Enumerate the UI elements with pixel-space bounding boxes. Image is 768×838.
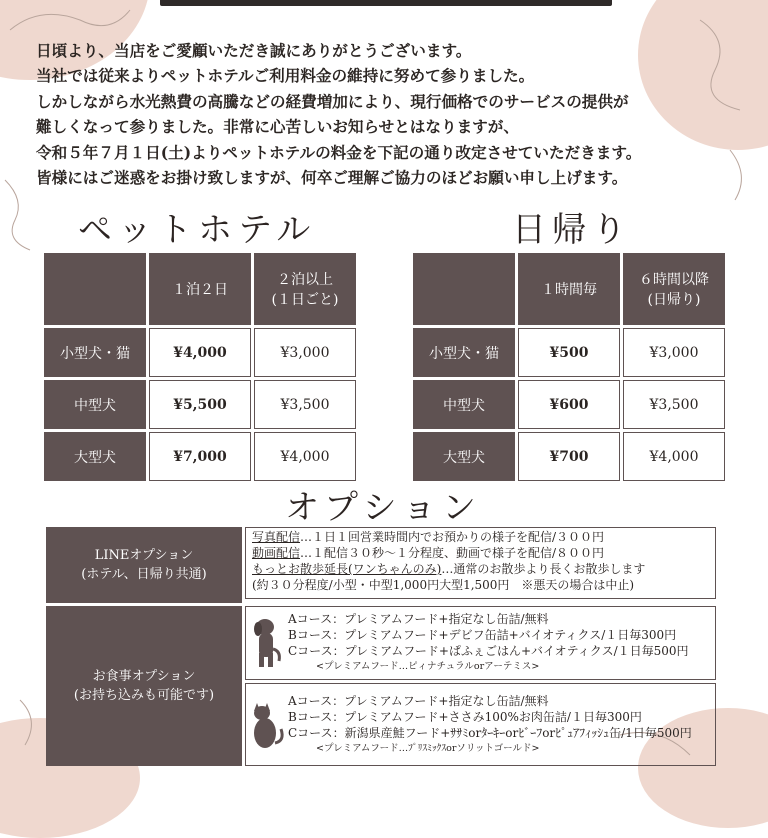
dog-course: Aコース：プレミアムフード+指定なし缶詰/無料 <box>288 612 549 626</box>
hotel-size-label: 大型犬 <box>44 432 146 481</box>
cat-food-block <box>245 683 716 766</box>
hotel-size-label: 小型犬・猫 <box>44 328 146 377</box>
hotel-size-label: 中型犬 <box>44 380 146 429</box>
line-option-body <box>245 527 716 599</box>
line-option-item: もっとお散歩延長(ワンちゃんのみ)…通常のお散歩より長くお散歩します <box>252 562 646 576</box>
hotel-title: ペットホテル <box>78 210 317 250</box>
table-corner <box>413 253 515 325</box>
cat-course: Bコース：プレミアムフード+ささみ100%お肉缶詰/１日毎300円 <box>288 709 642 724</box>
line-option-label-line: (ホテル、日帰り共通) <box>81 567 207 582</box>
hotel-col-header <box>254 253 356 325</box>
notice-line: 皆様にはご迷惑をお掛け致しますが、何卒ご理解ご協力のほどお願い申し上げます。 <box>36 168 628 188</box>
options-table <box>46 527 726 766</box>
food-option-label-line: お食事オプション <box>92 669 196 684</box>
notice-line: 難しくなって参りました。非常に心苦しいお知らせとはなりますが、 <box>36 117 519 137</box>
notice-line: 日頃より、当店をご愛顧いただき誠にありがとうございます。 <box>36 41 472 60</box>
dog-food-block <box>245 606 716 680</box>
day-price: ¥3,500 <box>623 380 725 429</box>
hotel-price: ¥4,000 <box>254 432 356 481</box>
hotel-price: ¥7,000 <box>149 432 251 481</box>
food-option-label-line: (お持ち込みも可能です) <box>73 688 215 703</box>
dog-course: Bコース：プレミアムフード+デビフ缶詰+バイオティクス/１日毎300円 <box>288 628 677 642</box>
hotel-col-header: １泊２日 <box>149 253 251 325</box>
line-option-row <box>46 527 726 603</box>
hotel-price-table <box>41 250 359 484</box>
day-size-label: 中型犬 <box>413 380 515 429</box>
line-option-note: (約３０分程度/小型・中型1,000円大型1,500円 ※悪天の場合は中止) <box>252 578 635 592</box>
dog-course: Cコース：プレミアムフード+ぱふぇごはん+バイオティクス/１日毎500円 <box>288 644 689 658</box>
line-option-label-line: LINEオプション <box>94 548 194 563</box>
day-col-header <box>623 253 725 325</box>
options-title: オプション <box>285 488 482 528</box>
line-option-item: 写真配信…１日１回営業時間内でお預かりの様子を配信/３００円 <box>252 530 605 544</box>
cat-food-text <box>288 691 692 759</box>
day-price: ¥4,000 <box>623 432 725 481</box>
cat-course: Cコース：新潟県産鮭フード+ｻｻﾐorﾀｰｷｰorﾋﾞｰﾌorﾋﾟｭｱﾌｨｯｼｭ缶/1日毎500円 <box>288 725 692 740</box>
day-size-label: 小型犬・猫 <box>413 328 515 377</box>
cat-food-note: <プレミアムフード…ﾌﾟﾘｽﾐｯｸｽorソリットゴールド> <box>316 742 540 754</box>
hotel-price: ¥4,000 <box>149 328 251 377</box>
day-title: 日帰り <box>512 210 632 250</box>
day-price: ¥500 <box>518 328 620 377</box>
header-bar <box>160 0 612 6</box>
hotel-price: ¥3,500 <box>254 380 356 429</box>
dog-food-text <box>288 609 689 677</box>
cat-course: Aコース：プレミアムフード+指定なし缶詰/無料 <box>288 693 549 708</box>
notice-line: 令和５年７月１日(土)よりペットホテルの料金を下記の通り改定させていただきます。 <box>36 142 642 162</box>
day-col-header: １時間毎 <box>518 253 620 325</box>
day-size-label: 大型犬 <box>413 432 515 481</box>
cat-icon <box>246 699 288 751</box>
dog-food-note: <プレミアムフード…ピィナチュラルorアーテミス> <box>316 661 540 672</box>
food-option-label <box>46 606 242 766</box>
notice-line: しかしながら水光熱費の高騰などの経費増加により、現行価格でのサービスの提供が <box>36 91 629 111</box>
line-option-label <box>46 527 242 603</box>
hotel-price: ¥3,000 <box>254 328 356 377</box>
table-corner <box>44 253 146 325</box>
hotel-col-header-line: ２泊以上 <box>277 272 333 288</box>
day-price: ¥600 <box>518 380 620 429</box>
food-option-row <box>46 606 726 766</box>
hotel-price: ¥5,500 <box>149 380 251 429</box>
day-price-table <box>410 250 728 484</box>
day-col-header-line: (日帰り) <box>647 292 701 308</box>
dog-icon <box>246 617 288 669</box>
day-price: ¥700 <box>518 432 620 481</box>
hotel-col-header-line: (１日ごと) <box>271 292 339 308</box>
notice-line: 当社では従来よりペットホテルご利用料金の維持に努めて参りました。 <box>36 66 535 86</box>
day-col-header-line: ６時間以降 <box>639 272 709 288</box>
notice-text <box>36 38 736 190</box>
day-price: ¥3,000 <box>623 328 725 377</box>
line-option-item: 動画配信…１配信３０秒～１分程度、動画で様子を配信/８００円 <box>252 546 605 560</box>
food-option-body <box>245 606 716 766</box>
